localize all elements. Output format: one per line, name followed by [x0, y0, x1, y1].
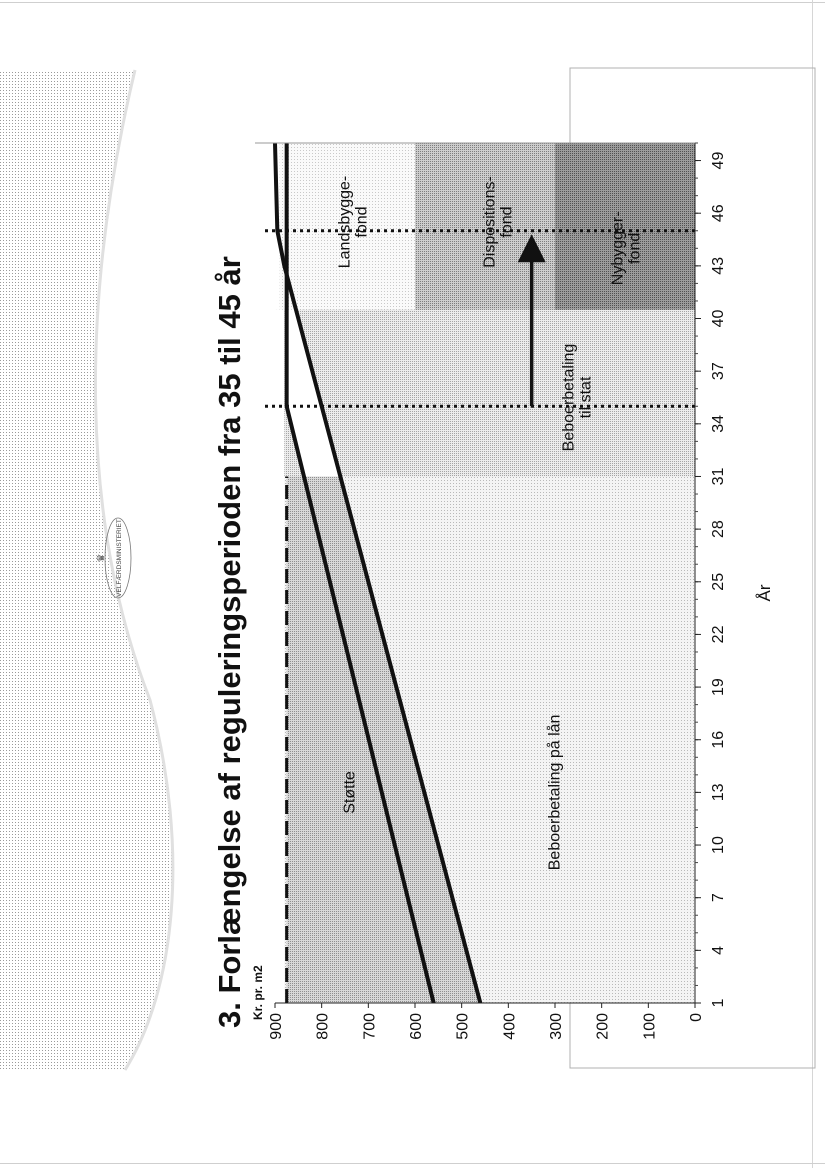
- x-tick-label: 49: [710, 151, 727, 170]
- y-tick-label: 800: [314, 1013, 332, 1040]
- annotation-line: fond: [626, 232, 644, 264]
- x-tick-label: 22: [710, 625, 727, 644]
- annotation-line: Landsbygge-: [336, 175, 354, 269]
- annotation-line: Beboerbetaling: [560, 343, 578, 452]
- annotation-line: Nybygger-: [609, 211, 627, 286]
- crown-seal-icon: ♛: [96, 553, 107, 563]
- y-tick-label: 500: [454, 1013, 472, 1040]
- y-tick-label: 900: [268, 1013, 285, 1040]
- y-tick-label: 0: [688, 1013, 705, 1022]
- ministry-name: VELFÆRDSMINISTERIET: [116, 519, 123, 597]
- x-tick-label: 34: [710, 414, 727, 433]
- ministry-logo: [96, 518, 131, 598]
- x-tick-label: 16: [710, 730, 727, 749]
- annotation-line: til stat: [577, 376, 595, 419]
- plot-areas: [275, 143, 695, 1003]
- y-tick-label: 300: [548, 1013, 565, 1040]
- annotation-støtte: [341, 771, 358, 814]
- x-tick-label: 28: [710, 520, 727, 539]
- x-tick-label: 4: [710, 945, 727, 955]
- chart-title: 3. Forlængelse af reguleringsperioden fra 35 til 45 år: [212, 256, 247, 1028]
- x-tick-label: 43: [710, 256, 727, 275]
- annotation-line: Dispositions-: [481, 176, 499, 268]
- annotation-line: fond: [353, 206, 371, 238]
- annotation-line: fond: [498, 206, 516, 238]
- x-tick-label: 31: [710, 467, 727, 486]
- x-axis-title: År: [755, 584, 774, 602]
- y-tick-label: 400: [501, 1013, 519, 1040]
- y-tick-label: 100: [641, 1013, 659, 1040]
- x-tick-label: 25: [710, 572, 727, 591]
- annotation-line: Støtte: [341, 771, 359, 814]
- y-axis-title: Kr. pr. m2: [251, 965, 265, 1020]
- x-tick-label: 7: [710, 893, 727, 903]
- x-tick-label: 40: [710, 309, 727, 328]
- x-tick-label: 1: [710, 998, 727, 1008]
- y-tick-label: 700: [361, 1013, 379, 1040]
- x-tick-label: 19: [710, 678, 727, 696]
- x-tick-label: 37: [710, 362, 727, 381]
- y-tick-label: 200: [594, 1013, 612, 1040]
- annotation-line: Beboerbetaling på lån: [546, 714, 564, 871]
- x-tick-label: 10: [710, 836, 727, 854]
- x-tick-label: 13: [710, 783, 727, 802]
- x-tick-label: 46: [710, 204, 727, 223]
- y-tick-label: 600: [408, 1013, 425, 1040]
- annotation-beboerbetaling-på-lån: [546, 715, 564, 871]
